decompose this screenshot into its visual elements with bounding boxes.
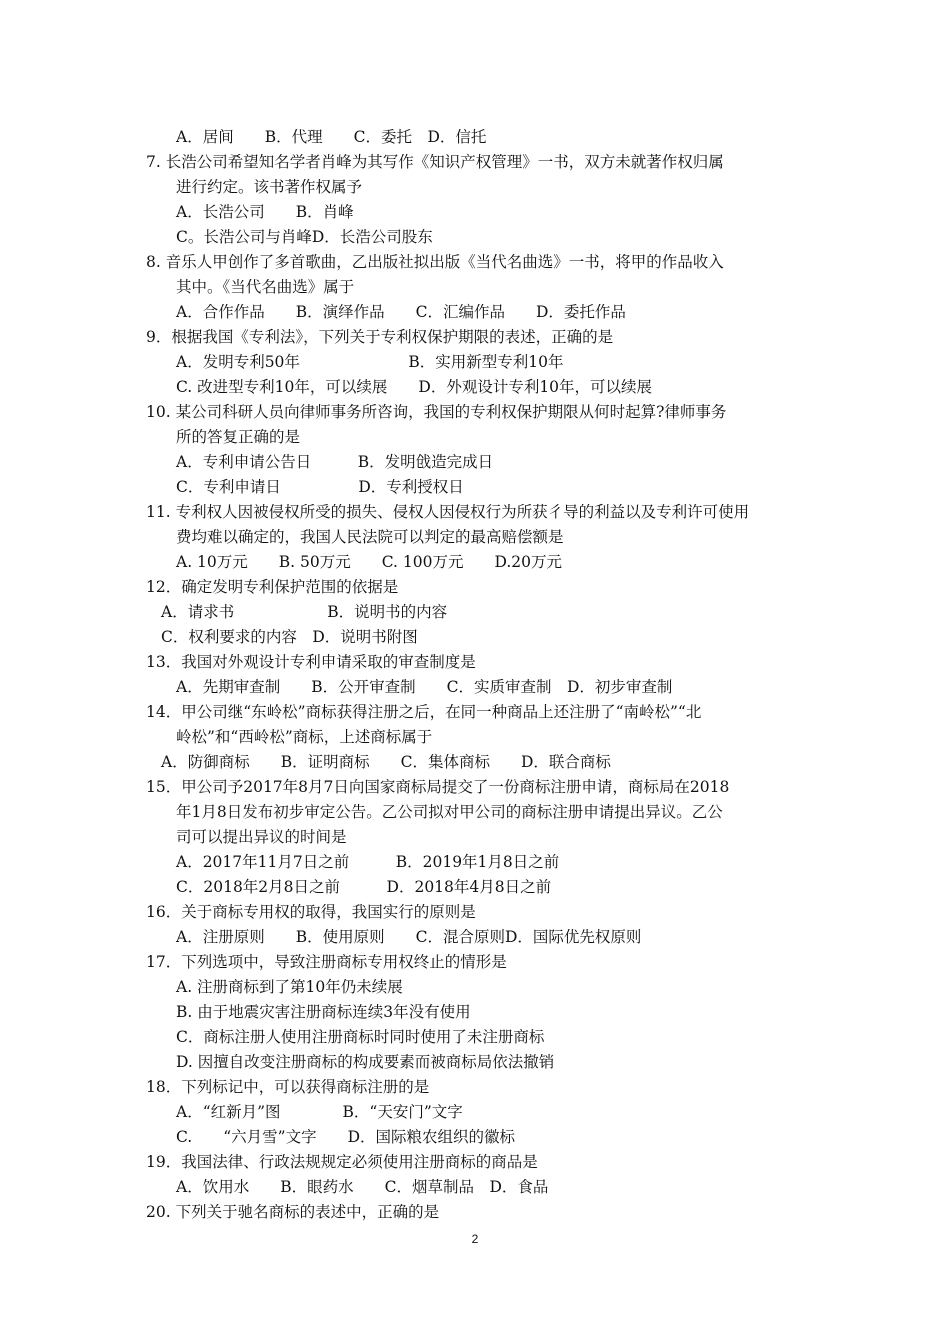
q10-options-ab: A．专利申请公告日 B．发明戗造完成日 bbox=[176, 453, 494, 471]
q20-stem: 20. 下列关于驰名商标的表述中，正确的是 bbox=[146, 1203, 440, 1221]
q6-options: A．居间 B．代理 C．委托 D．信托 bbox=[176, 128, 487, 146]
q11-stem-cont: 费均难以确定的，我国人民法院可以判定的最高赔偿额是 bbox=[176, 528, 564, 546]
q15-options-cd: C．2018年2月8日之前 D．2018年4月8日之前 bbox=[176, 878, 552, 896]
q17-stem: 17．下列选项中，导致注册商标专用权终止的情形是 bbox=[146, 953, 507, 971]
q16-options: A．注册原则 B．使用原则 C．混合原则D．国际优先权原则 bbox=[176, 928, 642, 946]
q7-stem-cont: 进行约定。该书著作权属予 bbox=[176, 178, 363, 196]
q17-option-a: A. 注册商标到了第10年仍未续展 bbox=[176, 978, 403, 996]
q15-options-ab: A．2017年11月7日之前 B．2019年1月8日之前 bbox=[176, 853, 560, 871]
q14-stem-cont: 岭松”和“西岭松”商标，上述商标属于 bbox=[176, 728, 433, 746]
q15-stem-cont-1: 年1月8日发布初步审定公告。乙公司拟对甲公司的商标注册申请提出异议。乙公 bbox=[176, 803, 723, 821]
q8-options: A．合作作品 B．演绎作品 C．汇编作品 D．委托作品 bbox=[176, 303, 626, 321]
q10-stem-cont: 所的答复正确的是 bbox=[176, 428, 301, 446]
q18-options-cd: C. “六月雪”文字 D．国际粮农组织的徽标 bbox=[176, 1128, 516, 1146]
q16-stem: 16．关于商标专用权的取得，我国实行的原则是 bbox=[146, 903, 476, 921]
q15-stem: 15．甲公司予2017年8月7日向国家商标局提交了一份商标注册申请，商标局在2018 bbox=[146, 778, 730, 796]
q7-options-cd: C。长浩公司与肖峰D．长浩公司股东 bbox=[176, 228, 433, 246]
q13-stem: 13．我国对外观设计专利申请采取的审查制度是 bbox=[146, 653, 476, 671]
q12-options-cd: C．权利要求的内容 D．说明书附图 bbox=[161, 628, 418, 646]
q14-options: A．防御商标 B．证明商标 C．集体商标 D．联合商标 bbox=[161, 753, 611, 771]
q12-stem: 12．确定发明专利保护范围的依据是 bbox=[146, 578, 399, 596]
q12-options-ab: A．请求书 B．说明书的内容 bbox=[161, 603, 448, 621]
q19-stem: 19．我国法律、行政法规规定必须使用注册商标的商品是 bbox=[146, 1153, 538, 1171]
q17-option-d: D. 因擅自改变注册商标的构成要素而被商标局依法撤销 bbox=[176, 1053, 555, 1071]
q9-options-ab: A．发明专利50年 B．实用新型专利10年 bbox=[176, 353, 564, 371]
q15-stem-cont-2: 司可以提出异议的时间是 bbox=[176, 828, 347, 846]
q17-option-c: C．商标注册人使用注册商标时同时使用了未注册商标 bbox=[176, 1028, 545, 1046]
q11-stem: 11. 专利权人因被侵权所受的损失、侵权人因侵权行为所获彳导的利益以及专利许可使用 bbox=[146, 503, 750, 521]
q17-option-b: B. 由于地震灾害注册商标连续3年没有使用 bbox=[176, 1003, 471, 1021]
q8-stem: 8. 音乐人甲创作了多首歌曲，乙出版社拟出版《当代名曲选》一书，将甲的作品收入 bbox=[146, 253, 724, 271]
q19-options: A．饮用水 B．眼药水 C．烟草制品 D．食品 bbox=[176, 1178, 549, 1196]
q8-stem-cont: 其中。《当代名曲选》属于 bbox=[176, 278, 355, 296]
q9-options-cd: C. 改进型专利10年，可以续展 D．外观设计专利10年，可以续展 bbox=[176, 378, 653, 396]
q7-stem: 7. 长浩公司希望知名学者肖峰为其写作《知识产权管理》一书，双方未就著作权归属 bbox=[146, 153, 724, 171]
q18-options-ab: A．“红新月”图 B．“天安门”文字 bbox=[176, 1103, 463, 1121]
q10-stem: 10. 某公司科研人员向律师事务所咨询，我国的专利权保护期限从何时起算?律师事务 bbox=[146, 403, 727, 421]
q18-stem: 18．下列标记中，可以获得商标注册的是 bbox=[146, 1078, 430, 1096]
q14-stem: 14．甲公司继“东岭松”商标获得注册之后，在同一种商品上还注册了“南岭松”“北 bbox=[146, 703, 702, 721]
q7-options-ab: A．长浩公司 B．肖峰 bbox=[176, 203, 354, 221]
q9-stem: 9．根据我国《专利法》，下列关于专利权保护期限的表述，正确的是 bbox=[146, 328, 614, 346]
q11-options: A. 10万元 B. 50万元 C. 100万元 D.20万元 bbox=[176, 553, 563, 571]
q10-options-cd: C．专利申请日 D．专利授权日 bbox=[176, 478, 464, 496]
page-number: 2 bbox=[471, 1232, 479, 1246]
q13-options: A．先期审查制 B．公开审查制 C．实质审查制 D．初步审查制 bbox=[176, 678, 673, 696]
